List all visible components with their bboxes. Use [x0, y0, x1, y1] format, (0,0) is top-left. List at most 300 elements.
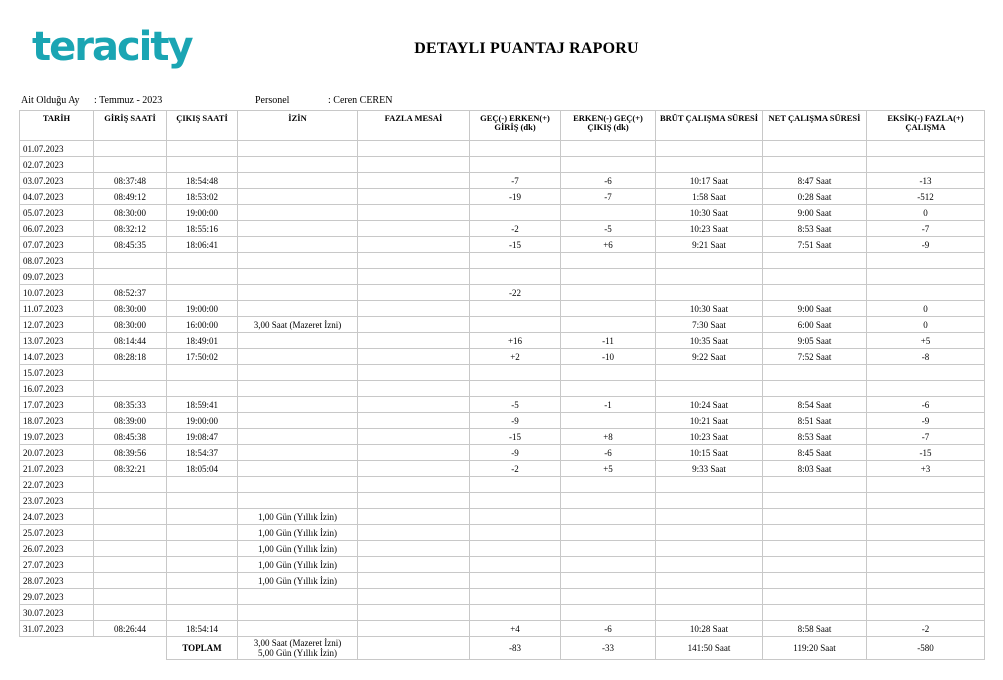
leave-cell: 3,00 Saat (Mazeret İzni)	[238, 317, 358, 333]
work-balance-cell: -13	[867, 173, 985, 189]
date-cell: 19.07.2023	[20, 429, 94, 445]
entry-time-cell	[94, 557, 167, 573]
exit-diff-cell	[561, 365, 656, 381]
exit-diff-cell	[561, 573, 656, 589]
leave-cell: 1,00 Gün (Yıllık İzin)	[238, 509, 358, 525]
exit-time-cell	[167, 141, 238, 157]
leave-cell	[238, 445, 358, 461]
entry-time-cell: 08:37:48	[94, 173, 167, 189]
leave-cell	[238, 381, 358, 397]
table-row	[20, 381, 985, 397]
table-row	[20, 349, 985, 365]
date-cell: 27.07.2023	[20, 557, 94, 573]
table-row	[20, 541, 985, 557]
date-cell: 14.07.2023	[20, 349, 94, 365]
entry-time-cell: 08:52:37	[94, 285, 167, 301]
table-row	[20, 285, 985, 301]
date-cell: 31.07.2023	[20, 621, 94, 637]
exit-diff-cell	[561, 301, 656, 317]
totals-gross: 141:50 Saat	[656, 637, 763, 660]
exit-diff-cell	[561, 253, 656, 269]
date-cell: 03.07.2023	[20, 173, 94, 189]
entry-diff-cell: -5	[470, 397, 561, 413]
date-cell: 24.07.2023	[20, 509, 94, 525]
entry-diff-cell	[470, 557, 561, 573]
net-work-cell	[763, 493, 867, 509]
gross-work-cell: 1:58 Saat	[656, 189, 763, 205]
overtime-cell	[358, 413, 470, 429]
person-value: : Ceren CEREN	[328, 95, 393, 106]
exit-time-cell: 18:05:04	[167, 461, 238, 477]
leave-cell	[238, 621, 358, 637]
exit-time-cell	[167, 285, 238, 301]
exit-diff-cell	[561, 317, 656, 333]
exit-diff-cell	[561, 141, 656, 157]
net-work-cell: 8:45 Saat	[763, 445, 867, 461]
work-balance-cell	[867, 573, 985, 589]
table-row	[20, 221, 985, 237]
exit-time-cell: 18:49:01	[167, 333, 238, 349]
attendance-table	[19, 110, 985, 660]
overtime-cell	[358, 269, 470, 285]
entry-time-cell	[94, 141, 167, 157]
entry-diff-cell	[470, 317, 561, 333]
work-balance-cell	[867, 381, 985, 397]
gross-work-cell: 7:30 Saat	[656, 317, 763, 333]
exit-diff-cell: +8	[561, 429, 656, 445]
work-balance-cell	[867, 285, 985, 301]
exit-time-cell: 18:54:37	[167, 445, 238, 461]
col-exit-diff: ERKEN(-) GEÇ(+) ÇIKIŞ (dk)	[561, 111, 656, 141]
exit-time-cell: 19:00:00	[167, 205, 238, 221]
table-row	[20, 413, 985, 429]
table-row	[20, 621, 985, 637]
entry-time-cell	[94, 493, 167, 509]
work-balance-cell	[867, 141, 985, 157]
table-row	[20, 589, 985, 605]
entry-time-cell: 08:35:33	[94, 397, 167, 413]
table-row	[20, 141, 985, 157]
col-entry-diff: GEÇ(-) ERKEN(+) GİRİŞ (dk)	[470, 111, 561, 141]
net-work-cell: 8:58 Saat	[763, 621, 867, 637]
entry-time-cell	[94, 605, 167, 621]
leave-cell	[238, 237, 358, 253]
table-row	[20, 445, 985, 461]
overtime-cell	[358, 349, 470, 365]
exit-diff-cell: -7	[561, 189, 656, 205]
gross-work-cell: 10:30 Saat	[656, 205, 763, 221]
net-work-cell: 9:00 Saat	[763, 301, 867, 317]
exit-time-cell	[167, 557, 238, 573]
page-title: DETAYLI PUANTAJ RAPORU	[414, 40, 639, 57]
col-gross-work: BRÜT ÇALIŞMA SÜRESİ	[656, 111, 763, 141]
entry-time-cell: 08:30:00	[94, 301, 167, 317]
date-cell: 01.07.2023	[20, 141, 94, 157]
exit-time-cell: 18:53:02	[167, 189, 238, 205]
work-balance-cell: -9	[867, 237, 985, 253]
work-balance-cell	[867, 525, 985, 541]
exit-time-cell	[167, 605, 238, 621]
leave-cell	[238, 493, 358, 509]
table-row	[20, 525, 985, 541]
exit-diff-cell	[561, 285, 656, 301]
table-row	[20, 301, 985, 317]
entry-time-cell: 08:39:56	[94, 445, 167, 461]
gross-work-cell	[656, 285, 763, 301]
entry-time-cell: 08:26:44	[94, 621, 167, 637]
table-row	[20, 573, 985, 589]
exit-diff-cell	[561, 525, 656, 541]
net-work-cell	[763, 509, 867, 525]
entry-diff-cell: -2	[470, 461, 561, 477]
col-net-work: NET ÇALIŞMA SÜRESİ	[763, 111, 867, 141]
overtime-cell	[358, 173, 470, 189]
date-cell: 16.07.2023	[20, 381, 94, 397]
overtime-cell	[358, 397, 470, 413]
table-row	[20, 605, 985, 621]
table-row	[20, 397, 985, 413]
leave-cell	[238, 285, 358, 301]
leave-cell	[238, 173, 358, 189]
leave-cell	[238, 221, 358, 237]
overtime-cell	[358, 573, 470, 589]
overtime-cell	[358, 381, 470, 397]
net-work-cell	[763, 557, 867, 573]
totals-net: 119:20 Saat	[763, 637, 867, 660]
entry-time-cell	[94, 365, 167, 381]
overtime-cell	[358, 589, 470, 605]
net-work-cell: 7:52 Saat	[763, 349, 867, 365]
entry-diff-cell: -15	[470, 429, 561, 445]
work-balance-cell: -2	[867, 621, 985, 637]
exit-diff-cell	[561, 269, 656, 285]
table-row	[20, 493, 985, 509]
table-row	[20, 205, 985, 221]
exit-time-cell	[167, 365, 238, 381]
leave-cell	[238, 157, 358, 173]
entry-time-cell: 08:32:12	[94, 221, 167, 237]
overtime-cell	[358, 605, 470, 621]
exit-time-cell: 18:55:16	[167, 221, 238, 237]
leave-cell: 1,00 Gün (Yıllık İzin)	[238, 525, 358, 541]
entry-diff-cell	[470, 141, 561, 157]
exit-diff-cell	[561, 493, 656, 509]
work-balance-cell: -15	[867, 445, 985, 461]
entry-diff-cell: +16	[470, 333, 561, 349]
exit-time-cell: 18:54:14	[167, 621, 238, 637]
work-balance-cell: -8	[867, 349, 985, 365]
exit-time-cell	[167, 381, 238, 397]
totals-row	[20, 637, 985, 660]
work-balance-cell: 0	[867, 301, 985, 317]
col-entry-time: GİRİŞ SAATİ	[94, 111, 167, 141]
gross-work-cell	[656, 589, 763, 605]
totals-leave	[238, 637, 358, 660]
table-row	[20, 157, 985, 173]
date-cell: 09.07.2023	[20, 269, 94, 285]
date-cell: 23.07.2023	[20, 493, 94, 509]
entry-time-cell: 08:45:35	[94, 237, 167, 253]
exit-time-cell	[167, 541, 238, 557]
totals-leave-line1: 3,00 Saat (Mazeret İzni)	[253, 638, 342, 648]
exit-time-cell	[167, 253, 238, 269]
net-work-cell: 8:51 Saat	[763, 413, 867, 429]
net-work-cell	[763, 381, 867, 397]
table-row	[20, 365, 985, 381]
totals-label: TOPLAM	[167, 637, 238, 660]
entry-time-cell: 08:30:00	[94, 317, 167, 333]
gross-work-cell: 10:15 Saat	[656, 445, 763, 461]
work-balance-cell: +3	[867, 461, 985, 477]
totals-leave-line2: 5,00 Gün (Yıllık İzin)	[258, 648, 337, 658]
entry-time-cell	[94, 589, 167, 605]
overtime-cell	[358, 477, 470, 493]
gross-work-cell: 10:21 Saat	[656, 413, 763, 429]
entry-time-cell: 08:45:38	[94, 429, 167, 445]
exit-diff-cell	[561, 557, 656, 573]
work-balance-cell	[867, 605, 985, 621]
entry-diff-cell	[470, 365, 561, 381]
exit-diff-cell: -1	[561, 397, 656, 413]
work-balance-cell	[867, 365, 985, 381]
exit-time-cell: 19:08:47	[167, 429, 238, 445]
col-exit-time: ÇIKIŞ SAATİ	[167, 111, 238, 141]
entry-diff-cell	[470, 589, 561, 605]
gross-work-cell	[656, 365, 763, 381]
date-cell: 05.07.2023	[20, 205, 94, 221]
net-work-cell: 9:05 Saat	[763, 333, 867, 349]
leave-cell	[238, 605, 358, 621]
overtime-cell	[358, 205, 470, 221]
work-balance-cell: -7	[867, 221, 985, 237]
net-work-cell	[763, 141, 867, 157]
entry-time-cell	[94, 509, 167, 525]
totals-balance: -580	[867, 637, 985, 660]
exit-diff-cell: -5	[561, 221, 656, 237]
overtime-cell	[358, 221, 470, 237]
work-balance-cell	[867, 509, 985, 525]
overtime-cell	[358, 189, 470, 205]
totals-entry-diff: -83	[470, 637, 561, 660]
net-work-cell: 0:28 Saat	[763, 189, 867, 205]
gross-work-cell	[656, 157, 763, 173]
totals-empty	[94, 637, 167, 660]
table-row	[20, 317, 985, 333]
exit-diff-cell: -11	[561, 333, 656, 349]
overtime-cell	[358, 429, 470, 445]
gross-work-cell	[656, 541, 763, 557]
net-work-cell	[763, 605, 867, 621]
work-balance-cell: 0	[867, 317, 985, 333]
work-balance-cell	[867, 541, 985, 557]
entry-diff-cell	[470, 301, 561, 317]
net-work-cell	[763, 269, 867, 285]
col-date: TARİH	[20, 111, 94, 141]
entry-diff-cell	[470, 573, 561, 589]
date-cell: 10.07.2023	[20, 285, 94, 301]
exit-time-cell: 18:06:41	[167, 237, 238, 253]
leave-cell	[238, 333, 358, 349]
exit-time-cell	[167, 509, 238, 525]
date-cell: 26.07.2023	[20, 541, 94, 557]
entry-time-cell	[94, 541, 167, 557]
date-cell: 25.07.2023	[20, 525, 94, 541]
date-cell: 06.07.2023	[20, 221, 94, 237]
date-cell: 13.07.2023	[20, 333, 94, 349]
entry-time-cell: 08:30:00	[94, 205, 167, 221]
exit-time-cell: 17:50:02	[167, 349, 238, 365]
date-cell: 12.07.2023	[20, 317, 94, 333]
entry-diff-cell	[470, 157, 561, 173]
entry-diff-cell: -15	[470, 237, 561, 253]
leave-cell	[238, 397, 358, 413]
date-cell: 29.07.2023	[20, 589, 94, 605]
table-row	[20, 269, 985, 285]
entry-time-cell	[94, 477, 167, 493]
table-row	[20, 237, 985, 253]
exit-diff-cell	[561, 477, 656, 493]
overtime-cell	[358, 157, 470, 173]
entry-time-cell	[94, 525, 167, 541]
entry-diff-cell	[470, 477, 561, 493]
gross-work-cell: 10:35 Saat	[656, 333, 763, 349]
net-work-cell: 9:00 Saat	[763, 205, 867, 221]
person-label: Personel	[255, 95, 290, 106]
overtime-cell	[358, 285, 470, 301]
gross-work-cell	[656, 141, 763, 157]
date-cell: 15.07.2023	[20, 365, 94, 381]
gross-work-cell	[656, 573, 763, 589]
gross-work-cell	[656, 557, 763, 573]
work-balance-cell: -7	[867, 429, 985, 445]
month-label: Ait Olduğu Ay	[21, 95, 80, 106]
net-work-cell: 7:51 Saat	[763, 237, 867, 253]
overtime-cell	[358, 509, 470, 525]
col-leave: İZİN	[238, 111, 358, 141]
exit-time-cell: 18:59:41	[167, 397, 238, 413]
work-balance-cell	[867, 253, 985, 269]
entry-time-cell	[94, 157, 167, 173]
overtime-cell	[358, 541, 470, 557]
entry-diff-cell	[470, 253, 561, 269]
gross-work-cell: 10:23 Saat	[656, 429, 763, 445]
exit-diff-cell: +5	[561, 461, 656, 477]
exit-time-cell: 19:00:00	[167, 301, 238, 317]
entry-diff-cell: +2	[470, 349, 561, 365]
work-balance-cell	[867, 557, 985, 573]
net-work-cell	[763, 541, 867, 557]
net-work-cell: 8:53 Saat	[763, 429, 867, 445]
exit-time-cell: 18:54:48	[167, 173, 238, 189]
table-row	[20, 429, 985, 445]
exit-time-cell	[167, 157, 238, 173]
entry-diff-cell	[470, 269, 561, 285]
exit-diff-cell	[561, 413, 656, 429]
work-balance-cell: -6	[867, 397, 985, 413]
overtime-cell	[358, 621, 470, 637]
col-overtime: FAZLA MESAİ	[358, 111, 470, 141]
date-cell: 30.07.2023	[20, 605, 94, 621]
entry-diff-cell	[470, 493, 561, 509]
leave-cell	[238, 141, 358, 157]
gross-work-cell	[656, 525, 763, 541]
exit-time-cell	[167, 493, 238, 509]
gross-work-cell	[656, 269, 763, 285]
work-balance-cell	[867, 157, 985, 173]
table-header-row	[20, 111, 985, 141]
entry-diff-cell	[470, 525, 561, 541]
gross-work-cell: 10:17 Saat	[656, 173, 763, 189]
leave-cell: 1,00 Gün (Yıllık İzin)	[238, 541, 358, 557]
overtime-cell	[358, 237, 470, 253]
exit-diff-cell	[561, 157, 656, 173]
overtime-cell	[358, 141, 470, 157]
work-balance-cell: -512	[867, 189, 985, 205]
entry-diff-cell: -9	[470, 413, 561, 429]
leave-cell	[238, 477, 358, 493]
entry-diff-cell: -22	[470, 285, 561, 301]
date-cell: 22.07.2023	[20, 477, 94, 493]
overtime-cell	[358, 445, 470, 461]
date-cell: 08.07.2023	[20, 253, 94, 269]
date-cell: 11.07.2023	[20, 301, 94, 317]
totals-empty	[20, 637, 94, 660]
leave-cell	[238, 461, 358, 477]
exit-diff-cell: +6	[561, 237, 656, 253]
work-balance-cell	[867, 493, 985, 509]
work-balance-cell	[867, 269, 985, 285]
table-row	[20, 173, 985, 189]
net-work-cell	[763, 589, 867, 605]
entry-diff-cell: +4	[470, 621, 561, 637]
work-balance-cell	[867, 589, 985, 605]
date-cell: 20.07.2023	[20, 445, 94, 461]
exit-time-cell	[167, 525, 238, 541]
exit-time-cell	[167, 589, 238, 605]
entry-diff-cell: -7	[470, 173, 561, 189]
exit-time-cell	[167, 477, 238, 493]
month-value: : Temmuz - 2023	[94, 95, 163, 106]
exit-diff-cell: -6	[561, 621, 656, 637]
col-work-balance: EKSİK(-) FAZLA(+) ÇALIŞMA	[867, 111, 985, 141]
entry-diff-cell: -19	[470, 189, 561, 205]
leave-cell	[238, 349, 358, 365]
gross-work-cell	[656, 381, 763, 397]
exit-diff-cell	[561, 205, 656, 221]
entry-time-cell: 08:49:12	[94, 189, 167, 205]
exit-diff-cell	[561, 509, 656, 525]
gross-work-cell: 10:28 Saat	[656, 621, 763, 637]
gross-work-cell: 10:23 Saat	[656, 221, 763, 237]
leave-cell	[238, 413, 358, 429]
entry-diff-cell	[470, 205, 561, 221]
entry-diff-cell: -9	[470, 445, 561, 461]
table-row	[20, 509, 985, 525]
date-cell: 02.07.2023	[20, 157, 94, 173]
overtime-cell	[358, 253, 470, 269]
overtime-cell	[358, 557, 470, 573]
entry-time-cell	[94, 381, 167, 397]
logo-text: teracity	[32, 24, 192, 70]
entry-time-cell: 08:14:44	[94, 333, 167, 349]
exit-time-cell	[167, 269, 238, 285]
net-work-cell: 8:03 Saat	[763, 461, 867, 477]
entry-time-cell	[94, 269, 167, 285]
date-cell: 07.07.2023	[20, 237, 94, 253]
exit-diff-cell	[561, 541, 656, 557]
overtime-cell	[358, 365, 470, 381]
exit-time-cell: 19:00:00	[167, 413, 238, 429]
